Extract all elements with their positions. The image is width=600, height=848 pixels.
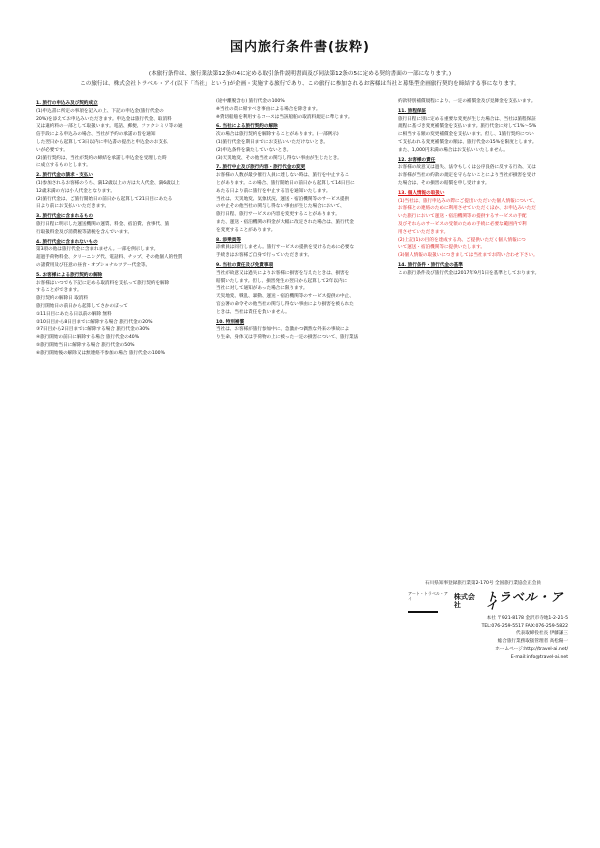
body-line: の諸費用及び任意の昼食・オプショナルツアー代金等。 [36, 262, 151, 268]
company-manager: 総合旅行業務取扱管理者 高松陽一 [497, 639, 568, 645]
body-line: (2)上記(1)の目的を達成する為、ご提供いただく個人情報につ [398, 237, 526, 243]
body-line: 手続きはお客様ご自身で行っていただきます。 [216, 253, 313, 259]
subtitle-line-1: (本旅行条件は、旅行業法第12条の4に定める取引条件説明書面及び同法第12条の5に定める契約書面の一部になります。) [148, 71, 452, 77]
body-line: した翌日から起算して3日以内に申込書の提出と申込金のお支払 [36, 139, 168, 145]
body-line: ※貸切船舶を利用するコースは当該船舶の取消料規定に準じます。 [216, 114, 353, 120]
column-left [36, 98, 212, 358]
body-line: 12歳未満の方は小人代金となります。 [36, 188, 115, 194]
body-line: 当社が故意又は過失によりお客様に損害を与えたときは、損害を [216, 270, 350, 276]
company-logo [408, 591, 568, 613]
body-line: 旅行契約の解除日 取消料 [36, 296, 88, 302]
body-line: 用させていただきます。 [398, 229, 449, 235]
body-line: ときは、当社は責任を負いません。 [216, 309, 290, 315]
body-line: 賠償いたします。但し、損害発生の翌日から起算して2年以内に [216, 278, 348, 284]
body-line: 官公署の命令その他当社の関与し得ない事由により損害を被られた [216, 301, 354, 307]
logo-small-text: アート・トラベル・アイ [408, 590, 448, 601]
body-line: ③7日目から2日目までに解除する場合 旅行代金の30% [36, 327, 150, 333]
section-heading: 11. 旅程保証 [398, 108, 427, 114]
section-heading: 1. 旅行の申込み及び契約成立 [36, 101, 98, 106]
body-line: (2)旅行代金は、ご旅行開始日の前日から起算して21日目にあたる [36, 196, 173, 202]
body-line: 約款特別補償規程により、一定の補償金及び見舞金を支払います。 [398, 99, 536, 104]
body-line: た場合は、その損害の賠償を申し受けます。 [398, 180, 490, 186]
body-line: の中止その他当社の関与し得ない事由が生じた場合において、 [216, 204, 345, 210]
body-line: 旅行日程、旅行サービスの内容を変更することがあります。 [216, 212, 340, 218]
body-line: あたる日より前に旅行を中止する旨を通知いたします。 [216, 188, 331, 194]
body-line: (1)旅行代金を期日までにお支払いいただけないとき。 [216, 139, 328, 145]
section-heading: 6. 当社による旅行契約の解除 [216, 124, 278, 130]
body-line: 超過手荷物料金、クリーニング代、電話料、チップ、その他個人的性質 [36, 255, 183, 261]
body-line: 信手段による申込みの場合、当社が予約の承諾の旨を通知 [36, 132, 156, 138]
body-line: 当社は、お客様が旅行参加中に、急激かつ偶然な外来の事故によ [216, 327, 350, 333]
section-heading: 5. お客様による旅行契約の解除 [36, 272, 103, 278]
section-heading: 4. 旅行代金に含まれないもの [36, 239, 98, 245]
company-email[interactable]: E-mail:info@travel-ai.net [510, 654, 568, 660]
body-line: に相当する額の変更補償金を支払います。但し、1旅行契約につい [398, 132, 534, 138]
body-line: いて運送・宿泊機関等に提供いたします。 [398, 245, 485, 251]
body-line: ⑤旅行開始当日に解除する場合 旅行代金の50% [36, 342, 135, 348]
company-phone: TEL:076-259-5517 FAX:076-259-5822 [481, 623, 568, 629]
section-heading: 7. 旅行中止及び旅行内容・旅行代金の変更 [216, 165, 306, 171]
body-line: 及びそれらのサービスの受領のための手続に必要な範囲内で利 [398, 221, 527, 227]
body-line: 当社は、天災地変、気象状況、運送・宿泊機関等のサービス提供 [216, 196, 350, 202]
body-line: を変更することがあります。 [216, 227, 276, 233]
body-line: 又は違約料の一部として取扱います。電話、郵便、ファクシミリ等の通 [36, 124, 183, 130]
body-line: することができます。 [36, 288, 82, 294]
body-line: 当社に対して通知があった場合に限ります。 [216, 286, 308, 292]
body-line: 次の場合は旅行契約を解除することがあります。(一部例示) [216, 132, 339, 138]
company-block [398, 580, 568, 662]
registration-text: 石川県知事登録旅行業第2-170号 全国旅行業協会正会員 [425, 581, 541, 586]
body-line: お客様はいつでも下記に定める取消料を支払って旅行契約を解除 [36, 280, 170, 286]
body-line: いた旅行において運送・宿泊機関等の提供するサービスの手配 [398, 214, 527, 220]
section-heading: 3. 旅行代金に含まれるもの [36, 214, 94, 220]
body-line: (1)当社は、旅行申込みの際にご提出いただいた個人情報について、 [398, 198, 538, 204]
body-line: 日より前にお支払いいただきます。 [36, 204, 110, 210]
page-title: 国内旅行条件書(抜粋) [230, 40, 370, 55]
section-heading: 8. 添乗員等 [216, 237, 241, 243]
body-line: 規程に基づき変更補償金を支払います。旅行代金に対して1%〜5% [398, 124, 537, 130]
body-line: ②10日目から8日目までに解除する場合 旅行代金の20% [36, 319, 153, 325]
body-line: に成立するものとします。 [36, 163, 91, 169]
body-line: (1)申込書に所定の事項を記入の上、下記の申込金(旅行代金の [36, 108, 164, 114]
company-name-prefix: 株式会社 [453, 593, 475, 609]
logo-mark-icon [408, 591, 448, 613]
body-line: ※当社の責に帰すべき事由による場合を除きます。 [216, 106, 321, 112]
body-line: ①11日目にあたる日以前の解除 無料 [36, 311, 112, 317]
body-line: り生命、身体又は手荷物の上に被った一定の損害について、旅行業法 [216, 335, 359, 341]
section-heading: 13. 個人情報の取扱い [398, 190, 445, 196]
body-line: いが必要です。 [36, 147, 68, 153]
subtitle-line-2: この旅行は、株式会社トラベル・アイ(以下「当社」という)が企画・実施する旅行であり、この旅行に参加されるお客様は当社と募集型企画旅行契約を締結する事になります。 [80, 81, 520, 87]
body-line: (3)個人情報の取扱いにつきましては当社までお問い合わせ下さい。 [398, 253, 538, 259]
body-line: (1)参加されるお客様のうち、満12歳以上の方は大人代金、満6歳以上 [36, 180, 180, 186]
body-line: ⑥旅行開始後の解除又は無連絡不参加の場合 旅行代金の100% [36, 350, 165, 356]
company-representative: 代表取締役社長 伊藤謙三 [516, 631, 568, 637]
body-line: 20%)を添えてお申込みいただきます。申込金は旅行代金、取消料 [36, 116, 172, 122]
body-line: 旅行開始日の前日から起算してさかのぼって [36, 303, 128, 309]
body-line: 旅行日程に明示した運送機関の運賃、料金、宿泊費、食事代、旅 [36, 221, 170, 227]
body-line: とがあります。この場合、旅行開始日の前日から起算して14日目に [216, 180, 355, 186]
company-name: トラベル・アイ [485, 590, 564, 612]
company-address: 本社 〒921-8178 金沢市寺地1-2-21-5 [486, 615, 568, 621]
section-heading: 12. お客様の責任 [398, 157, 436, 163]
section-heading: 9. 当社の責任及び免責事項 [216, 262, 274, 268]
body-line: この旅行条件及び旅行代金は2017年9月1日を基準としております。 [398, 270, 540, 276]
body-line: (3)天災地変、その他当社の関与し得ない事由が生じたとき。 [216, 155, 342, 161]
company-website[interactable]: ホームページ:http://travel-ai.net/ [495, 646, 568, 652]
body-line: 天災地変、戦乱、暴動、運送・宿泊機関等のサービス提供の中止、 [216, 294, 354, 300]
body-line: (2)旅行契約は、当社が契約の締結を承諾し申込金を受理した時 [36, 155, 167, 161]
body-line: お客様が当社の約款の規定を守らないことにより当社が損害を受け [398, 173, 536, 179]
column-middle [216, 98, 392, 342]
body-line: 第3項の他は旅行代金に含まれません。一部を例示します。 [36, 247, 159, 253]
body-line: また、1,000円未満の場合はお支払いいたしません。 [398, 147, 508, 153]
section-heading: 10. 特別補償 [216, 319, 245, 325]
body-line: て支払われる変更補償金の額は、旅行代金の15%を限度とします。 [398, 139, 537, 145]
body-line: 行取扱料金及び消費税等諸税を含んでいます。 [36, 229, 133, 235]
section-heading: 14. 旅行条件・旅行代金の基準 [398, 262, 463, 268]
body-line: ④旅行開始の前日に解除する場合 旅行代金の40% [36, 335, 140, 341]
body-line: (2)申込条件を満たしていないとき。 [216, 147, 292, 153]
body-line: 旅行日程に別に定める重要な変更が生じた場合は、当社は旅程保証 [398, 116, 536, 122]
body-line: (途中離脱含む) 旅行代金の100% [216, 99, 285, 104]
body-line: お客様の人数が最少催行人員に達しない時は、旅行を中止するこ [216, 173, 350, 179]
column-right [398, 98, 574, 278]
body-line: また、運送・宿泊機関の料金が大幅に改定された場合は、旅行代金 [216, 219, 354, 225]
body-line: お客様との連絡のために利用させていただくほか、お申込みいただ [398, 206, 536, 212]
body-line: お客様の故意又は過失、法令もしくは公序良俗に反する行為、又は [398, 165, 536, 171]
body-line: 添乗員は同行しません。旅行サービスの提供を受けるために必要な [216, 245, 355, 251]
section-heading: 2. 旅行代金の請求・支払い [36, 173, 94, 179]
